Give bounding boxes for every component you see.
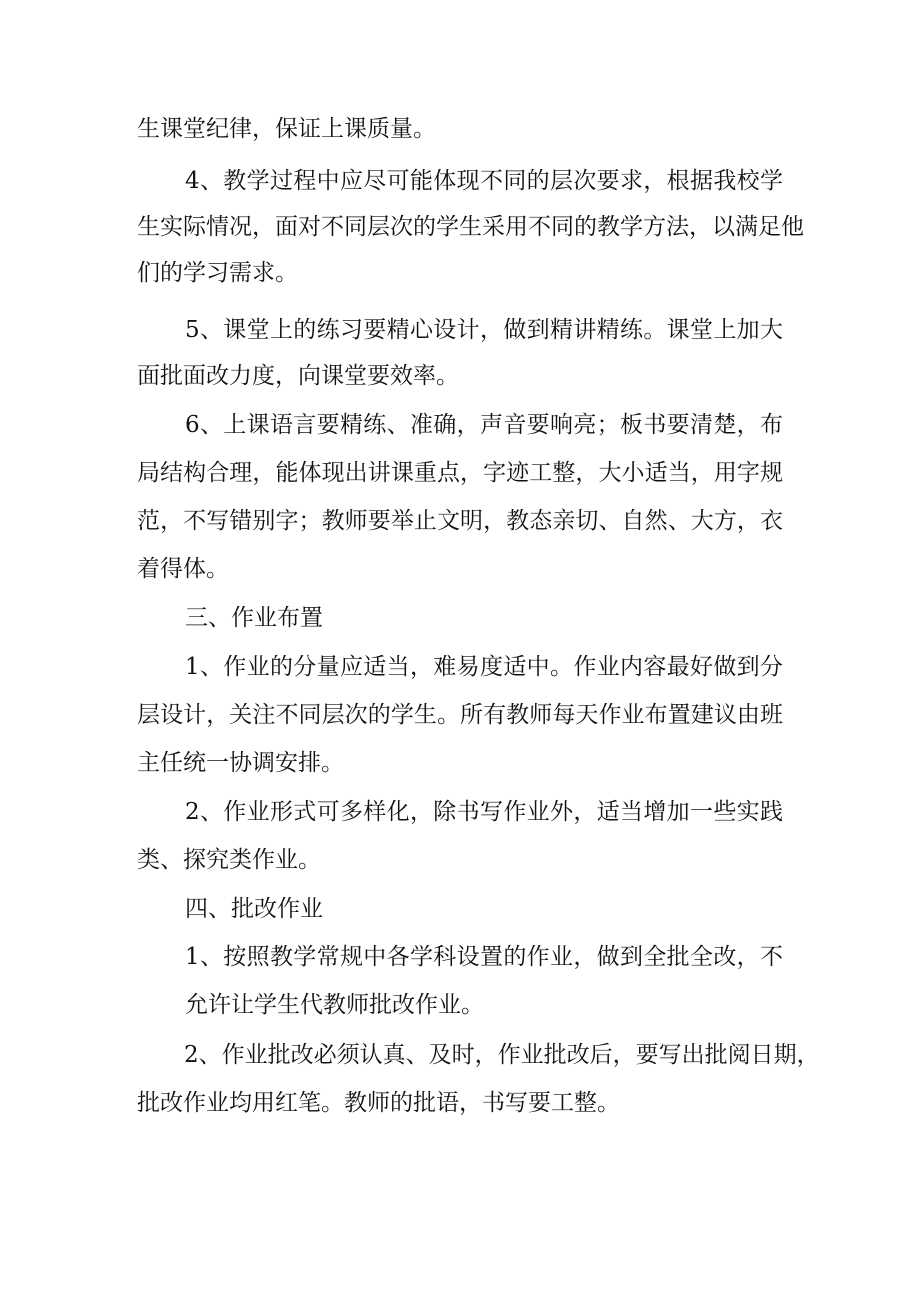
text-line-1: 生课堂纪律，保证上课质量。 bbox=[137, 116, 436, 142]
text-line-16: 类、探究类作业。 bbox=[137, 847, 321, 873]
text-line-2: 4、教学过程中应尽可能体现不同的层次要求，根据我校学 bbox=[185, 168, 783, 194]
text-line-7: 6、上课语言要精练、准确，声音要响亮；板书要清楚，布 bbox=[185, 412, 783, 438]
text-line-12: 1、作业的分量应适当，难易度适中。作业内容最好做到分 bbox=[185, 654, 783, 680]
text-line-5: 5、课堂上的练习要精心设计，做到精讲精练。课堂上加大 bbox=[185, 317, 783, 343]
section-heading-homework-assignment: 三、作业布置 bbox=[185, 605, 323, 631]
text-line-6: 面批面改力度，向课堂要效率。 bbox=[137, 363, 459, 389]
text-line-13: 层设计，关注不同层次的学生。所有教师每天作业布置建议由班 bbox=[137, 702, 783, 728]
text-line-21: 批改作业均用红笔。教师的批语，书写要工整。 bbox=[137, 1090, 620, 1116]
text-line-19: 允许让学生代教师批改作业。 bbox=[185, 992, 484, 1018]
text-line-10: 着得体。 bbox=[137, 556, 229, 582]
text-line-9: 范，不写错别字；教师要举止文明，教态亲切、自然、大方，衣 bbox=[137, 508, 783, 534]
text-line-14: 主任统一协调安排。 bbox=[137, 750, 344, 776]
text-line-3: 生实际情况，面对不同层次的学生采用不同的教学方法，以满足他 bbox=[137, 214, 804, 240]
text-line-18: 1、按照教学常规中各学科设置的作业，做到全批全改，不 bbox=[185, 944, 783, 970]
text-line-15: 2、作业形式可多样化，除书写作业外，适当增加一些实践 bbox=[185, 799, 783, 825]
text-line-8: 局结构合理，能体现出讲课重点，字迹工整，大小适当，用字规 bbox=[137, 460, 783, 486]
text-line-4: 们的学习需求。 bbox=[137, 260, 298, 286]
text-line-20: 2、作业批改必须认真、及时，作业批改后，要写出批阅日期， bbox=[184, 1042, 820, 1068]
section-heading-homework-correction: 四、批改作业 bbox=[185, 896, 323, 922]
